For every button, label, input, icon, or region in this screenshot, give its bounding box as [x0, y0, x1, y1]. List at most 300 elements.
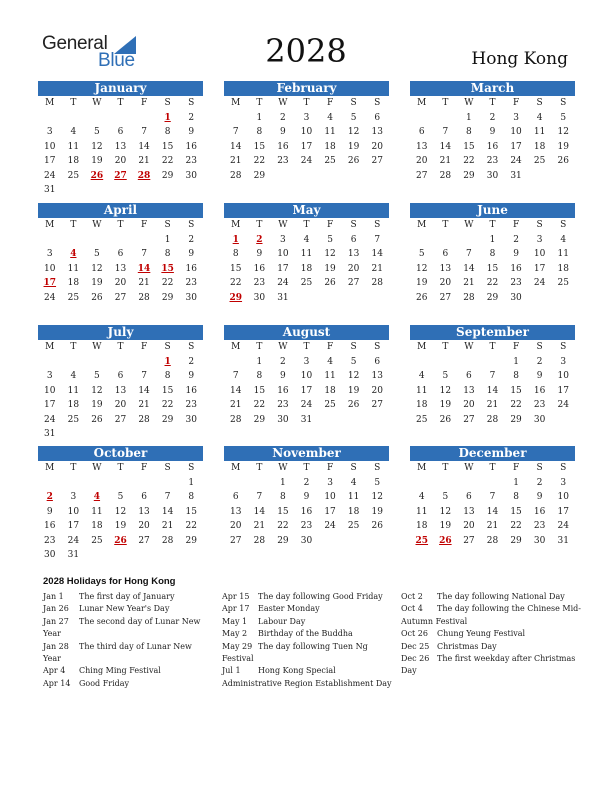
weekday-label: S — [188, 463, 195, 473]
holiday-day: 29 — [229, 292, 243, 303]
day-cell: 23 — [185, 156, 197, 166]
day-cell: 8 — [164, 371, 171, 381]
day-cell: 21 — [439, 156, 452, 166]
day-cell: 30 — [185, 414, 197, 425]
holiday-day: 17 — [43, 278, 57, 288]
empty-cell — [62, 355, 86, 370]
month-june — [410, 203, 575, 305]
day-cell: 7 — [141, 249, 147, 259]
day-cell: 18 — [300, 263, 313, 274]
holiday-day: 1 — [164, 112, 171, 123]
weekday-label: M — [231, 220, 241, 230]
day-cell: 30 — [486, 170, 499, 181]
holiday-column — [401, 591, 581, 678]
day-cell: 17 — [44, 400, 56, 410]
holiday-entry — [222, 591, 394, 603]
weekday-label: M — [45, 98, 55, 108]
day-cell: 19 — [347, 385, 360, 396]
month-july — [38, 325, 203, 442]
day-cell: 6 — [141, 492, 147, 502]
day-cell: 3 — [536, 234, 543, 245]
day-cell: 1 — [256, 356, 263, 367]
day-cell: 10 — [510, 127, 522, 137]
weekday-label: T — [256, 342, 263, 352]
weekday-label: W — [92, 342, 102, 352]
day-cell: 13 — [416, 141, 428, 152]
day-cell: 29 — [510, 414, 522, 425]
day-cell: 16 — [277, 141, 289, 152]
day-cell: 15 — [486, 263, 499, 274]
day-cell: 11 — [347, 492, 360, 502]
day-cell: 9 — [513, 249, 519, 259]
weekday-label: S — [536, 463, 543, 473]
weekday-label: T — [489, 220, 496, 230]
day-cell: 5 — [374, 477, 381, 488]
day-cell: 9 — [489, 127, 496, 137]
holiday-date: Apr 14 — [43, 678, 71, 688]
day-cell: 6 — [374, 356, 381, 367]
empty-cell — [132, 476, 156, 491]
weekday-label: W — [464, 98, 474, 108]
holiday-date: Apr 15 — [222, 592, 250, 601]
day-cell: 20 — [416, 156, 428, 166]
day-cell: 16 — [185, 263, 197, 274]
day-cell: 23 — [277, 400, 289, 410]
holiday-day: 4 — [70, 249, 77, 259]
day-cell: 4 — [70, 127, 77, 137]
day-cell: 28 — [486, 535, 499, 546]
weekday-label: S — [164, 220, 171, 230]
day-cell: 18 — [324, 385, 336, 396]
weekday-label: W — [464, 220, 474, 230]
weekday-label: S — [164, 342, 171, 352]
day-cell: 21 — [371, 263, 383, 274]
day-cell: 7 — [141, 371, 147, 381]
weekday-label: T — [70, 342, 77, 352]
day-cell: 8 — [513, 371, 519, 381]
weekday-label: T — [442, 342, 449, 352]
day-cell: 5 — [442, 371, 449, 381]
day-cell: 6 — [350, 234, 357, 245]
holiday-entry — [401, 603, 581, 628]
day-cell: 7 — [466, 249, 472, 259]
day-cell: 9 — [188, 127, 195, 137]
day-cell: 10 — [277, 249, 289, 259]
day-cell: 14 — [371, 249, 383, 259]
day-cell: 11 — [324, 371, 336, 381]
day-cell: 13 — [371, 371, 383, 381]
day-cell: 28 — [439, 170, 452, 181]
day-cell: 26 — [91, 292, 103, 303]
day-cell: 5 — [560, 112, 567, 123]
weekday-label: F — [140, 220, 148, 230]
weekday-label: T — [442, 463, 449, 473]
holiday-date: Dec 26 — [401, 654, 430, 664]
day-cell: 16 — [510, 263, 522, 274]
weekday-label: M — [417, 220, 427, 230]
day-cell: 8 — [489, 249, 496, 259]
holiday-name: The first weekday after Christmas Day — [401, 654, 576, 676]
day-cell: 14 — [138, 141, 150, 152]
holiday-entry — [222, 665, 394, 690]
day-cell: 22 — [510, 521, 522, 531]
day-cell: 14 — [486, 506, 499, 517]
day-cell: 3 — [46, 371, 53, 381]
day-cell: 19 — [347, 141, 360, 152]
empty-cell — [434, 355, 458, 370]
day-cell: 31 — [277, 292, 289, 303]
holiday-name: Birthday of the Buddha — [258, 629, 353, 639]
day-cell: 8 — [188, 492, 195, 502]
month-february — [224, 81, 389, 183]
holiday-entry — [43, 616, 208, 641]
weekday-label: S — [536, 98, 543, 108]
day-cell: 26 — [324, 278, 336, 288]
weekday-label: F — [140, 342, 148, 352]
holiday-date: Dec 25 — [401, 641, 430, 651]
weekday-label: S — [188, 342, 195, 352]
day-cell: 14 — [230, 141, 242, 152]
holiday-entry — [401, 591, 581, 603]
day-cell: 20 — [439, 278, 452, 288]
day-cell: 30 — [277, 414, 289, 425]
empty-cell — [132, 111, 156, 126]
day-cell: 12 — [347, 127, 360, 137]
day-cell: 11 — [324, 127, 336, 137]
empty-cell — [132, 355, 156, 370]
holiday-entry — [222, 603, 394, 615]
holiday-date: Apr 4 — [43, 666, 66, 676]
day-cell: 5 — [350, 356, 357, 367]
day-cell: 24 — [67, 535, 80, 546]
weekday-label: T — [70, 463, 77, 473]
holiday-name: The day following the Chinese Mid-Autumn Festival — [401, 604, 581, 626]
empty-cell — [224, 355, 248, 370]
empty-cell — [248, 476, 272, 491]
empty-cell — [109, 355, 133, 370]
day-cell: 25 — [67, 170, 80, 181]
day-cell: 18 — [324, 141, 336, 152]
holiday-entry — [43, 665, 208, 677]
day-cell: 14 — [439, 141, 452, 152]
day-cell: 27 — [347, 278, 360, 288]
day-cell: 1 — [466, 112, 472, 123]
day-cell: 18 — [91, 521, 103, 531]
month-august — [224, 325, 389, 427]
day-cell: 8 — [232, 249, 239, 259]
day-cell: 23 — [533, 400, 546, 410]
day-cell: 19 — [114, 521, 127, 531]
holiday-entry — [222, 641, 394, 666]
day-cell: 25 — [324, 400, 336, 410]
day-cell: 30 — [253, 292, 266, 303]
holiday-name: Labour Day — [258, 616, 306, 626]
day-cell: 23 — [253, 278, 266, 288]
day-cell: 5 — [94, 127, 100, 137]
day-cell: 27 — [114, 292, 127, 303]
day-cell: 13 — [114, 141, 127, 152]
empty-cell — [410, 111, 434, 126]
month-march — [410, 81, 575, 183]
month-september — [410, 325, 575, 427]
weekday-label: S — [536, 220, 543, 230]
month-may — [224, 203, 389, 305]
holiday-column — [222, 591, 394, 690]
day-cell: 21 — [138, 156, 150, 166]
day-cell: 7 — [374, 234, 381, 245]
day-cell: 9 — [280, 127, 286, 137]
day-cell: 4 — [303, 234, 310, 245]
day-cell: 7 — [164, 492, 171, 502]
day-cell: 3 — [46, 127, 53, 137]
empty-cell — [132, 233, 156, 248]
day-cell: 4 — [560, 234, 567, 245]
day-cell: 14 — [138, 385, 150, 396]
day-cell: 3 — [303, 112, 310, 123]
day-cell: 22 — [230, 278, 242, 288]
day-cell: 29 — [277, 535, 289, 546]
weekday-label: F — [512, 342, 520, 352]
day-cell: 25 — [557, 278, 569, 288]
holiday-name: Hong Kong Special Administrative Region Establishment Day — [222, 666, 392, 688]
holiday-day: 14 — [137, 263, 151, 274]
day-cell: 5 — [94, 371, 100, 381]
day-cell: 13 — [439, 263, 452, 274]
weekday-label: T — [70, 220, 77, 230]
day-cell: 29 — [463, 170, 475, 181]
empty-cell — [434, 111, 458, 126]
day-cell: 4 — [70, 371, 77, 381]
day-cell: 28 — [486, 414, 499, 425]
weekday-label: S — [164, 463, 171, 473]
day-cell: 22 — [161, 400, 174, 410]
day-cell: 30 — [185, 292, 197, 303]
day-cell: 7 — [256, 492, 263, 502]
day-cell: 11 — [416, 506, 428, 517]
day-cell: 25 — [91, 535, 103, 546]
day-cell: 2 — [280, 356, 286, 367]
holiday-day: 15 — [161, 263, 174, 274]
holiday-name: Good Friday — [79, 678, 130, 688]
logo-general-text: General — [42, 33, 108, 54]
holiday-date: Jul 1 — [222, 666, 241, 676]
day-cell: 29 — [253, 414, 266, 425]
empty-cell — [410, 233, 434, 248]
weekday-label: W — [464, 463, 474, 473]
day-cell: 23 — [486, 156, 499, 166]
month-january — [38, 81, 203, 198]
day-cell: 14 — [463, 263, 475, 274]
month-header: August — [224, 325, 389, 340]
day-cell: 23 — [44, 535, 56, 546]
empty-cell — [224, 476, 248, 491]
holiday-entry — [222, 616, 394, 628]
day-cell: 1 — [489, 234, 496, 245]
day-cell: 9 — [46, 506, 53, 517]
weekday-label: W — [278, 342, 288, 352]
day-cell: 17 — [67, 521, 80, 531]
day-cell: 14 — [161, 506, 174, 517]
weekday-label: T — [117, 463, 124, 473]
day-cell: 17 — [510, 141, 522, 152]
day-cell: 12 — [114, 506, 127, 517]
day-cell: 22 — [253, 156, 266, 166]
day-cell: 12 — [371, 492, 383, 502]
day-cell: 15 — [510, 385, 522, 396]
day-cell: 2 — [536, 356, 543, 367]
weekday-label: M — [417, 342, 427, 352]
day-cell: 21 — [463, 278, 475, 288]
day-cell: 16 — [533, 385, 546, 396]
holiday-day: 28 — [137, 170, 151, 181]
weekday-label: M — [417, 463, 427, 473]
day-cell: 19 — [371, 506, 383, 517]
empty-cell — [85, 355, 109, 370]
day-cell: 15 — [463, 141, 475, 152]
empty-cell — [434, 233, 458, 248]
day-cell: 13 — [114, 385, 127, 396]
day-cell: 24 — [44, 292, 56, 303]
empty-cell — [38, 233, 62, 248]
day-cell: 10 — [44, 263, 56, 274]
day-cell: 16 — [300, 506, 313, 517]
holiday-day: 25 — [415, 535, 429, 546]
empty-cell — [85, 476, 109, 491]
day-cell: 12 — [91, 263, 103, 274]
day-cell: 25 — [324, 156, 336, 166]
holiday-entry — [222, 628, 394, 640]
weekday-label: S — [350, 342, 357, 352]
day-cell: 8 — [513, 492, 519, 502]
day-cell: 28 — [230, 170, 242, 181]
day-cell: 10 — [557, 492, 569, 502]
day-cell: 13 — [138, 506, 150, 517]
day-cell: 28 — [138, 292, 150, 303]
day-cell: 25 — [300, 278, 313, 288]
day-cell: 20 — [463, 521, 475, 531]
day-cell: 4 — [327, 356, 333, 367]
empty-cell — [224, 111, 248, 126]
day-cell: 29 — [253, 170, 266, 181]
day-cell: 25 — [416, 414, 428, 425]
month-november — [224, 446, 389, 548]
weekday-label: T — [117, 98, 124, 108]
weekday-label: S — [536, 342, 543, 352]
holiday-name: Chung Yeung Festival — [437, 629, 526, 639]
weekday-label: S — [164, 98, 171, 108]
holiday-date: Oct 26 — [401, 629, 428, 639]
day-cell: 20 — [463, 400, 475, 410]
day-cell: 10 — [44, 385, 56, 396]
weekday-label: S — [374, 220, 381, 230]
day-cell: 1 — [188, 477, 195, 488]
weekday-label: F — [326, 342, 334, 352]
day-cell: 30 — [533, 535, 546, 546]
day-cell: 2 — [536, 477, 543, 488]
day-cell: 5 — [94, 249, 100, 259]
day-cell: 31 — [44, 429, 56, 439]
weekday-label: M — [231, 342, 241, 352]
weekday-label: S — [350, 98, 357, 108]
holiday-name: Lunar New Year's Day — [79, 604, 170, 614]
holiday-column — [43, 591, 208, 690]
holiday-entry — [43, 603, 208, 615]
weekday-label: W — [92, 463, 102, 473]
day-cell: 18 — [347, 506, 360, 517]
day-cell: 30 — [44, 550, 56, 560]
day-cell: 18 — [67, 278, 80, 288]
holiday-name: Ching Ming Festival — [79, 666, 161, 676]
day-cell: 6 — [117, 249, 124, 259]
empty-cell — [457, 476, 481, 491]
day-cell: 10 — [324, 492, 336, 502]
day-cell: 20 — [138, 521, 150, 531]
day-cell: 18 — [557, 263, 569, 274]
day-cell: 4 — [418, 492, 425, 502]
day-cell: 26 — [347, 400, 360, 410]
day-cell: 19 — [439, 521, 452, 531]
day-cell: 19 — [439, 400, 452, 410]
day-cell: 2 — [188, 356, 195, 367]
day-cell: 5 — [442, 492, 449, 502]
day-cell: 26 — [347, 156, 360, 166]
holiday-day: 26 — [439, 535, 452, 546]
weekday-label: S — [374, 98, 381, 108]
day-cell: 13 — [230, 506, 242, 517]
day-cell: 11 — [91, 506, 103, 517]
weekday-label: T — [303, 342, 310, 352]
weekday-label: T — [256, 98, 263, 108]
day-cell: 22 — [277, 521, 289, 531]
empty-cell — [156, 476, 180, 491]
day-cell: 28 — [161, 535, 174, 546]
day-cell: 4 — [350, 477, 357, 488]
day-cell: 28 — [463, 292, 475, 303]
weekday-label: T — [117, 342, 124, 352]
empty-cell — [38, 355, 62, 370]
weekday-label: F — [140, 463, 148, 473]
weekday-label: T — [256, 220, 263, 230]
holiday-date: Apr 17 — [222, 604, 250, 614]
day-cell: 16 — [277, 385, 289, 396]
day-cell: 21 — [230, 156, 242, 166]
day-cell: 12 — [324, 249, 336, 259]
day-cell: 13 — [114, 263, 127, 274]
weekday-label: W — [278, 220, 288, 230]
day-cell: 9 — [536, 371, 543, 381]
day-cell: 12 — [439, 385, 452, 396]
day-cell: 2 — [489, 112, 496, 123]
day-cell: 10 — [67, 506, 80, 517]
day-cell: 3 — [70, 492, 77, 502]
holiday-date: May 2 — [222, 629, 248, 639]
holiday-date: Jan 26 — [43, 604, 69, 614]
day-cell: 25 — [67, 292, 80, 303]
day-cell: 25 — [67, 414, 80, 425]
day-cell: 27 — [138, 535, 150, 546]
month-header: December — [410, 446, 575, 461]
day-cell: 9 — [188, 371, 195, 381]
day-cell: 27 — [463, 414, 475, 425]
day-cell: 18 — [416, 400, 428, 410]
day-cell: 17 — [300, 141, 313, 152]
day-cell: 11 — [67, 385, 80, 396]
day-cell: 26 — [371, 521, 383, 531]
empty-cell — [457, 233, 481, 248]
weekday-label: T — [303, 98, 310, 108]
day-cell: 22 — [486, 278, 499, 288]
holiday-name: Easter Monday — [258, 604, 320, 614]
